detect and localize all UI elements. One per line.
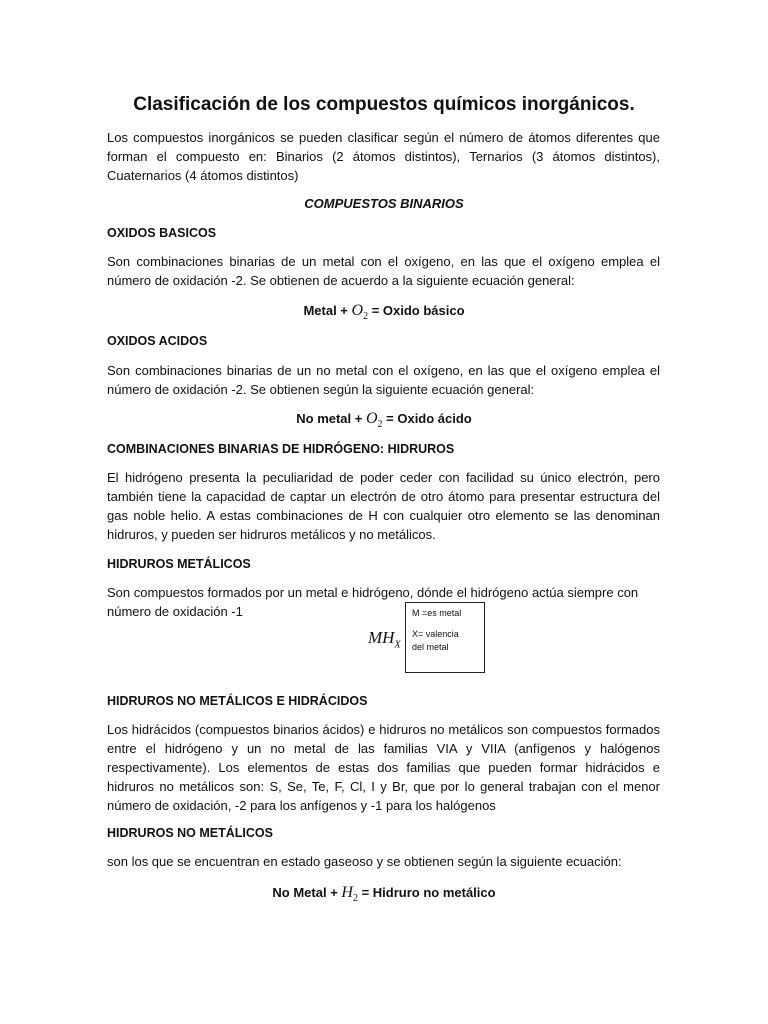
formula-legend-box: [405, 602, 485, 673]
legend-m: M =es metal: [412, 608, 462, 618]
hidruros-no-metalicos-heading: HIDRUROS NO METÁLICOS: [107, 826, 273, 840]
oxygen-symbol: $O_2$: [365, 410, 383, 431]
legend-x-cont: del metal: [412, 642, 449, 652]
hidruros-metalicos-heading: HIDRUROS METÁLICOS: [107, 557, 251, 571]
legend-x: X= valencia: [412, 629, 459, 639]
hidruros-heading: COMBINACIONES BINARIAS DE HIDRÓGENO: HIDRUROS: [107, 442, 455, 456]
hidracidos-heading: HIDRUROS NO METÁLICOS E HIDRÁCIDOS: [107, 694, 368, 708]
equation-right: = Oxido básico: [368, 303, 465, 318]
intro-paragraph: Los compuestos inorgánicos se pueden clasificar según el número de átomos diferentes que forman el compuesto en: Binarios (2 átomos distintos), Ternarios (3 átomos distintos), Cuaternarios (4 átomos distintos): [107, 130, 660, 183]
hidruros-text: El hidrógeno presenta la peculiaridad de poder ceder con facilidad su único electrón, pero también tiene la capacidad de captar un electrón de otro átomo para presentar estructura del gas noble helio. A estas combinaciones de H con cualquier otro elemento se las denominan hidruros, y pueden ser hidruros metálicos y no metálicos.: [107, 470, 660, 542]
oxygen-symbol: $O_2$: [351, 302, 369, 323]
oxidos-acidos-heading: OXIDOS ACIDOS: [107, 334, 208, 348]
text-line: Son compuestos formados por un metal e hidrógeno, dónde el hidrógeno actúa siempre con: [107, 585, 639, 600]
oxidos-basicos-text: Son combinaciones binarias de un metal con el oxígeno, en las que el oxígeno emplea el número de oxidación -2. Se obtienen de acuerdo a la siguiente ecuación general:: [107, 254, 660, 288]
text-line: número de oxidación -1: [107, 604, 243, 619]
oxidos-acidos-equation: [0, 409, 768, 435]
equation-right: = Oxido ácido: [382, 411, 472, 426]
oxidos-acidos-text: Son combinaciones binarias de un no metal con el oxígeno, en las que el oxígeno emplea el número de oxidación -2. Se obtienen según la siguiente ecuación general:: [107, 363, 660, 397]
hidruros-no-metalicos-text: son los que se encuentran en estado gaseoso y se obtienen según la siguiente ecuación:: [107, 854, 622, 869]
document-title: Clasificación de los compuestos químicos inorgánicos.: [133, 94, 635, 115]
equation-left: Metal +: [303, 303, 352, 318]
hidracidos-text: Los hidrácidos (compuestos binarios ácidos) e hidruros no metálicos son compuestos formados entre el hidrógeno y un no metal de las familias VIA y VIIA (anfígenos y halógenos respectivamente). Los elementos de estas dos familias que pueden formar hidrácidos e hidruros no metálicos son: S, Se, Te, F, Cl, I y Br, que por lo general trabajan con el menor número de oxidación, -2 para los anfígenos y -1 para los halógenos: [107, 722, 660, 813]
equation-left: No Metal +: [272, 885, 342, 900]
hidruros-metalicos-text: [107, 583, 660, 621]
oxidos-basicos-equation: [0, 301, 768, 327]
equation-right: = Hidruro no metálico: [357, 885, 496, 900]
hydrogen-symbol: $H_2$: [341, 884, 358, 905]
binarios-heading: COMPUESTOS BINARIOS: [304, 196, 464, 211]
metal-hydride-formula: $MH_X$: [368, 628, 401, 651]
hidruros-no-metalicos-equation: [0, 883, 768, 909]
oxidos-basicos-heading: OXIDOS BASICOS: [107, 226, 217, 240]
equation-left: No metal +: [296, 411, 366, 426]
